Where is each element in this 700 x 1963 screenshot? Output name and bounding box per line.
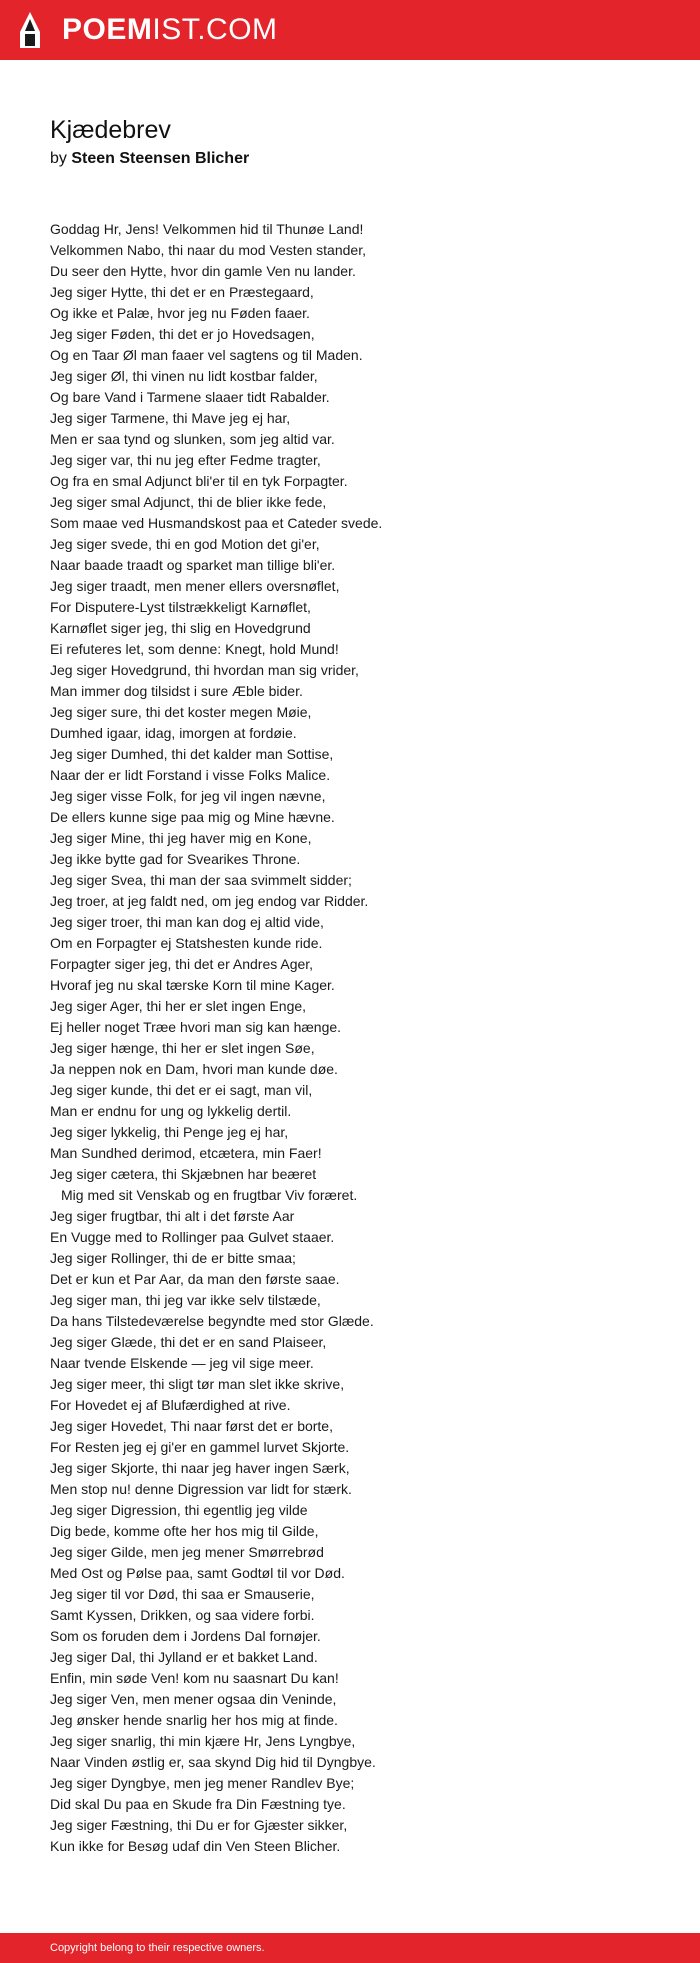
poem-byline xyxy=(50,148,249,170)
poem-body xyxy=(50,219,670,1857)
logo-text-light: IST.COM xyxy=(152,13,278,46)
poem-line: Ei refuteres let, som denne: Knegt, hold Mund! xyxy=(50,641,339,657)
poem-line: Som os foruden dem i Jordens Dal fornøjer. xyxy=(50,1628,321,1644)
poem-line: Jeg siger Mine, thi jeg haver mig en Kone, xyxy=(50,830,312,846)
poem-line: Kun ikke for Besøg udaf din Ven Steen Blicher. xyxy=(50,1838,341,1854)
poem-line: Jeg siger lykkelig, thi Penge jeg ej har, xyxy=(50,1124,289,1140)
poem-line: Jeg siger Dumhed, thi det kalder man Sottise, xyxy=(50,746,334,762)
poem-line: Dig bede, komme ofte her hos mig til Gilde, xyxy=(50,1523,319,1539)
poem-line: Men er saa tynd og slunken, som jeg altid var. xyxy=(50,431,335,447)
poem-title: Kjædebrev xyxy=(50,116,171,144)
poem-line: Jeg siger Tarmene, thi Mave jeg ej har, xyxy=(50,410,291,426)
poem-line: Med Ost og Pølse paa, samt Godtøl til vor Død. xyxy=(50,1565,345,1581)
poem-line: Jeg siger Øl, thi vinen nu lidt kostbar falder, xyxy=(50,368,318,384)
poem-line: Jeg siger visse Folk, for jeg vil ingen nævne, xyxy=(50,788,326,804)
site-logo[interactable] xyxy=(62,12,278,48)
poem-line: Det er kun et Par Aar, da man den første saae. xyxy=(50,1271,340,1287)
poem-line: Jeg siger Digression, thi egentlig jeg vilde xyxy=(50,1502,308,1518)
poem-line: En Vugge med to Rollinger paa Gulvet staaer. xyxy=(50,1229,335,1245)
poem-line: Jeg ønsker hende snarlig her hos mig at finde. xyxy=(50,1712,338,1728)
poem-line: Jeg siger kunde, thi det er ei sagt, man vil, xyxy=(50,1082,313,1098)
poem-line: Naar baade traadt og sparket man tillige bli'er. xyxy=(50,557,336,573)
poem-line: Om en Forpagter ej Statshesten kunde ride. xyxy=(50,935,323,951)
poem-line: Jeg siger Hytte, thi det er en Præstegaard, xyxy=(50,284,314,300)
poem-line: Hvoraf jeg nu skal tærske Korn til mine Kager. xyxy=(50,977,335,993)
poem-line: Naar der er lidt Forstand i visse Folks Malice. xyxy=(50,767,331,783)
poem-line: Jeg siger meer, thi sligt tør man slet ikke skrive, xyxy=(50,1376,345,1392)
author-name[interactable]: Steen Steensen Blicher xyxy=(71,150,250,167)
logo-text-bold: POEM xyxy=(62,13,153,46)
poem-line: Du seer den Hytte, hvor din gamle Ven nu lander. xyxy=(50,263,356,279)
poem-line: Ej heller noget Træe hvori man sig kan hænge. xyxy=(50,1019,342,1035)
poem-line: Jeg siger Dyngbye, men jeg mener Randlev Bye; xyxy=(50,1775,355,1791)
poem-line: Naar Vinden østlig er, saa skynd Dig hid til Dyngbye. xyxy=(50,1754,376,1770)
poem-line: Og en Taar Øl man faaer vel sagtens og til Maden. xyxy=(50,347,363,363)
poem-line: Man immer dog tilsidst i sure Æble bider. xyxy=(50,683,303,699)
poem-line: Jeg siger Ven, men mener ogsaa din Veninde, xyxy=(50,1691,337,1707)
poem-line: Man er endnu for ung og lykkelig dertil. xyxy=(50,1103,292,1119)
poem-line: Jeg siger svede, thi en god Motion det gi'er, xyxy=(50,536,320,552)
by-label: by xyxy=(50,150,67,167)
poem-line: For Hovedet ej af Blufærdighed at rive. xyxy=(50,1397,291,1413)
poem-line: Jeg siger Fæstning, thi Du er for Gjæster sikker, xyxy=(50,1817,348,1833)
pen-nib-icon[interactable] xyxy=(18,10,42,50)
poem-line: Velkommen Nabo, thi naar du mod Vesten stander, xyxy=(50,242,366,258)
poem-line: Jeg siger Gilde, men jeg mener Smørrebrød xyxy=(50,1544,324,1560)
poem-line: Jeg siger Hovedet, Thi naar først det er borte, xyxy=(50,1418,333,1434)
site-header xyxy=(0,0,700,60)
poem-line: Jeg siger hænge, thi her er slet ingen Søe, xyxy=(50,1040,315,1056)
poem-line: Jeg siger Glæde, thi det er en sand Plaiseer, xyxy=(50,1334,327,1350)
poem-line: Enfin, min søde Ven! kom nu saasnart Du kan! xyxy=(50,1670,339,1686)
site-footer xyxy=(0,1933,700,1963)
poem-line: Goddag Hr, Jens! Velkommen hid til Thunøe Land! xyxy=(50,221,364,237)
poem-line: Jeg siger frugtbar, thi alt i det første Aar xyxy=(50,1208,295,1224)
poem-line: Jeg siger troer, thi man kan dog ej altid vide, xyxy=(50,914,324,930)
poem-line: Og bare Vand i Tarmene slaaer tidt Rabalder. xyxy=(50,389,330,405)
poem-line: For Disputere-Lyst tilstrækkeligt Karnøflet, xyxy=(50,599,311,615)
poem-line: Jeg siger Rollinger, thi de er bitte smaa; xyxy=(50,1250,296,1266)
poem-line: Som maae ved Husmandskost paa et Cateder svede. xyxy=(50,515,383,531)
poem-line: Jeg siger Ager, thi her er slet ingen Enge, xyxy=(50,998,307,1014)
poem-line: Dumhed igaar, idag, imorgen at fordøie. xyxy=(50,725,297,741)
poem-line: Jeg siger cætera, thi Skjæbnen har beæret xyxy=(50,1166,317,1182)
poem-line: Jeg siger Svea, thi man der saa svimmelt sidder; xyxy=(50,872,352,888)
poem-line: For Resten jeg ej gi'er en gammel lurvet Skjorte. xyxy=(50,1439,350,1455)
poem-line: Jeg siger var, thi nu jeg efter Fedme tragter, xyxy=(50,452,321,468)
poem-line: Naar tvende Elskende — jeg vil sige meer. xyxy=(50,1355,314,1371)
poem-line: Jeg siger Hovedgrund, thi hvordan man sig vrider, xyxy=(50,662,359,678)
poem-line: Ja neppen nok en Dam, hvori man kunde døe. xyxy=(50,1061,338,1077)
poem-line: De ellers kunne sige paa mig og Mine hævne. xyxy=(50,809,335,825)
poem-line: Jeg siger snarlig, thi min kjære Hr, Jens Lyngbye, xyxy=(50,1733,356,1749)
poem-line: Karnøflet siger jeg, thi slig en Hovedgrund xyxy=(50,620,311,636)
copyright-notice: Copyright belong to their respective owners. xyxy=(50,1942,265,1954)
poem-line: Jeg siger smal Adjunct, thi de blier ikke fede, xyxy=(50,494,327,510)
poem-line: Og ikke et Palæ, hvor jeg nu Føden faaer. xyxy=(50,305,310,321)
poem-line: Og fra en smal Adjunct bli'er til en tyk Forpagter. xyxy=(50,473,348,489)
poem-line: Da hans Tilstedeværelse begyndte med stor Glæde. xyxy=(50,1313,374,1329)
poem-line: Jeg siger sure, thi det koster megen Møie, xyxy=(50,704,312,720)
poem-line: Did skal Du paa en Skude fra Din Fæstning tye. xyxy=(50,1796,346,1812)
poem-line: Jeg siger til vor Død, thi saa er Smauserie, xyxy=(50,1586,315,1602)
poem-line: Man Sundhed derimod, etcætera, min Faer! xyxy=(50,1145,322,1161)
poem-line: Mig med sit Venskab og en frugtbar Viv foræret. xyxy=(61,1187,358,1203)
poem-line: Jeg siger Dal, thi Jylland er et bakket Land. xyxy=(50,1649,318,1665)
poem-line: Samt Kyssen, Drikken, og saa videre forbi. xyxy=(50,1607,315,1623)
poem-line: Men stop nu! denne Digression var lidt for stærk. xyxy=(50,1481,352,1497)
poem-line: Jeg siger Føden, thi det er jo Hovedsagen, xyxy=(50,326,315,342)
poem-line: Jeg siger man, thi jeg var ikke selv tilstæde, xyxy=(50,1292,321,1308)
poem-line: Jeg troer, at jeg faldt ned, om jeg endog var Ridder. xyxy=(50,893,369,909)
poem-line: Jeg ikke bytte gad for Svearikes Throne. xyxy=(50,851,301,867)
poem-line: Forpagter siger jeg, thi det er Andres Ager, xyxy=(50,956,314,972)
poem-line: Jeg siger traadt, men mener ellers oversnøflet, xyxy=(50,578,340,594)
poem-line: Jeg siger Skjorte, thi naar jeg haver ingen Særk, xyxy=(50,1460,350,1476)
